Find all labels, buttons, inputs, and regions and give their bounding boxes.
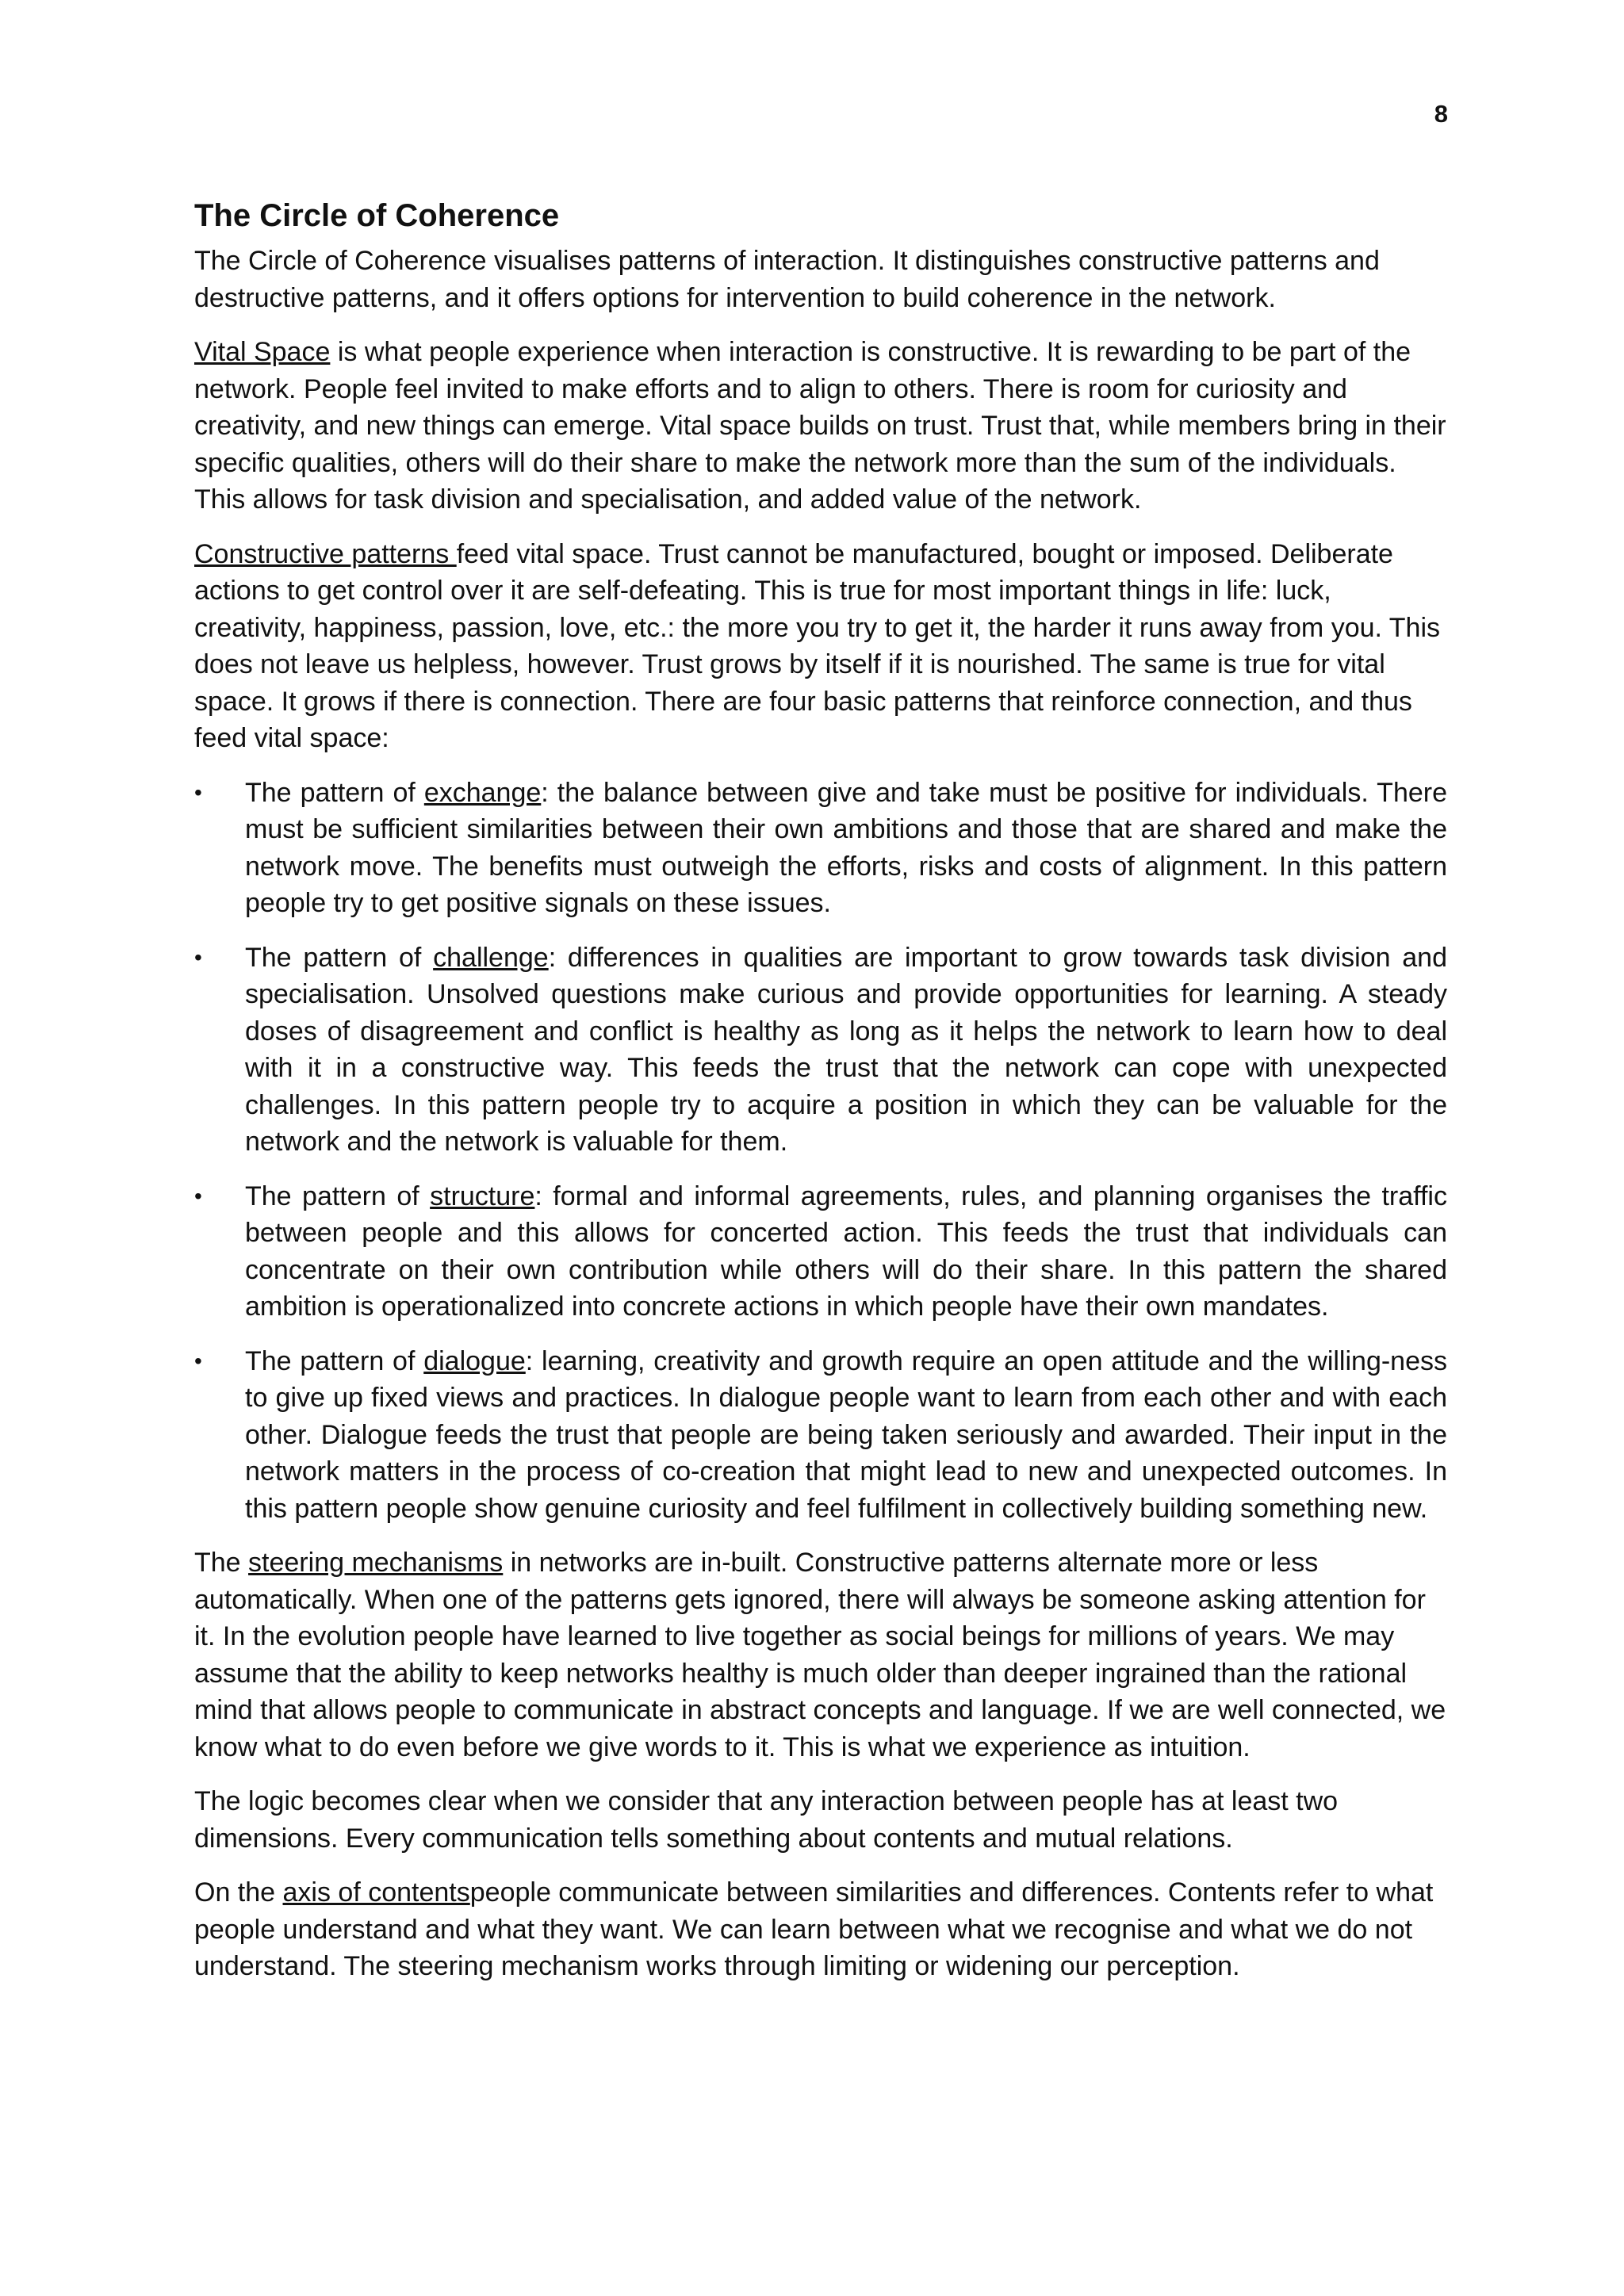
vital-space-term: Vital Space [194, 337, 331, 367]
pattern-prefix: The pattern of [245, 1345, 424, 1376]
page-content [194, 195, 1447, 2003]
bullet-icon: • [194, 944, 202, 970]
bullet-icon: • [194, 779, 202, 805]
patterns-list [194, 775, 1447, 1528]
steering-term: steering mechanisms [248, 1548, 504, 1578]
pattern-exchange-item [194, 775, 1447, 922]
pattern-prefix: The pattern of [245, 777, 424, 808]
pattern-term: dialogue [423, 1345, 526, 1376]
pattern-text: : the balance between give and take must be positive for individuals. There must be sufficient similarities between their own ambitions and those that are shared and make the network move. The benefits must outweigh the efforts, risks and costs of alignment. In this pattern people try to get positive signals on these issues. [245, 777, 1447, 918]
pattern-challenge-item [194, 939, 1447, 1161]
pattern-text: : formal and informal agreements, rules, and planning organises the traffic between people and this allows for concerted action. This feeds the trust that individuals can concentrate on their own contribution while others will do their share. In this pattern the shared ambition is operationalized into concrete actions in which people have their own mandates. [245, 1181, 1447, 1322]
bullet-icon: • [194, 1183, 202, 1208]
steering-paragraph [194, 1544, 1447, 1766]
constructive-patterns-paragraph [194, 536, 1447, 757]
axis-contents-text: people communicate between similarities and differences. Contents refer to what people understand and what they want. We can learn between what we recognise and what we do not understand. The steering mechanism works through limiting or widening our perception. [194, 1877, 1434, 1981]
steering-text: in networks are in-built. Constructive patterns alternate more or less automatically. When one of the patterns gets ignored, there will always be someone asking attention for it. In the evolution people have learned to live together as social beings for millions of years. We may assume that the ability to keep networks healthy is much older than deeper ingrained than the rational mind that allows people to communicate in abstract concepts and language. If we are well connected, we know what to do even before we give words to it. This is what we experience as intuition. [194, 1548, 1446, 1762]
axis-contents-prefix: On the [194, 1877, 283, 1908]
pattern-term: exchange [423, 777, 542, 808]
steering-prefix: The [194, 1548, 249, 1578]
axis-contents-paragraph [194, 1874, 1447, 1985]
pattern-dialogue-item [194, 1343, 1447, 1528]
vital-space-text: is what people experience when interaction is constructive. It is rewarding to be part of the network. People feel invited to make efforts and to align to others. There is room for curiosity and creativity, and new things can emerge. Vital space builds on trust. Trust that, while members bring in their specific qualities, others will do their share to make the network more than the sum of the individuals. This allows for task division and specialisation, and added value of the network. [194, 337, 1446, 515]
pattern-text: : differences in qualities are important to grow towards task division and specialisation. Unsolved questions make curious and provide opportunities for learning. A steady doses of disagreement and conflict is healthy as long as it helps the network to learn how to deal with it in a constructive way. This feeds the trust that the network can cope with unexpected challenges. In this pattern people try to acquire a position in which they can be valuable for the network and the network is valuable for them. [245, 942, 1447, 1157]
axis-contents-term: axis of contents [282, 1877, 470, 1908]
pattern-text: : learning, creativity and growth require an open attitude and the willing-ness to give up fixed views and practices. In dialogue people want to learn from each other and with each other. Dialogue feeds the trust that people are being taken seriously and awarded. Their input in the network matters in the process of co-creation that might lead to new and unexpected outcomes. In this pattern people show genuine curiosity and feel fulfilment in collectively building something new. [245, 1345, 1447, 1524]
page-number: 8 [1434, 100, 1448, 128]
bullet-icon: • [194, 1348, 202, 1373]
pattern-structure-item [194, 1178, 1447, 1326]
pattern-term: structure [430, 1181, 535, 1211]
logic-paragraph: The logic becomes clear when we consider that any interaction between people has at least two dimensions. Every communication tells something about contents and mutual relations. [194, 1786, 1339, 1854]
pattern-prefix: The pattern of [245, 1181, 431, 1211]
section-title: The Circle of Coherence [194, 198, 560, 233]
intro-paragraph: The Circle of Coherence visualises patterns of interaction. It distinguishes constructive patterns and destructive patterns, and it offers options for intervention to build coherence in the network. [194, 246, 1380, 313]
vital-space-paragraph [194, 334, 1447, 519]
constructive-patterns-text: feed vital space. Trust cannot be manufactured, bought or imposed. Deliberate actions to get control over it are self-defeating. This is true for most important things in life: luck, creativity, happiness, passion, love, etc.: the more you try to get it, the harder it runs away from you. This does not leave us helpless, however. Trust grows by itself if it is nourished. The same is true for vital space. It grows if there is connection. There are four basic patterns that reinforce connection, and thus feed vital space: [194, 538, 1441, 753]
pattern-prefix: The pattern of [245, 942, 434, 973]
pattern-term: challenge [433, 942, 549, 973]
constructive-patterns-term: Constructive patterns [194, 538, 457, 569]
